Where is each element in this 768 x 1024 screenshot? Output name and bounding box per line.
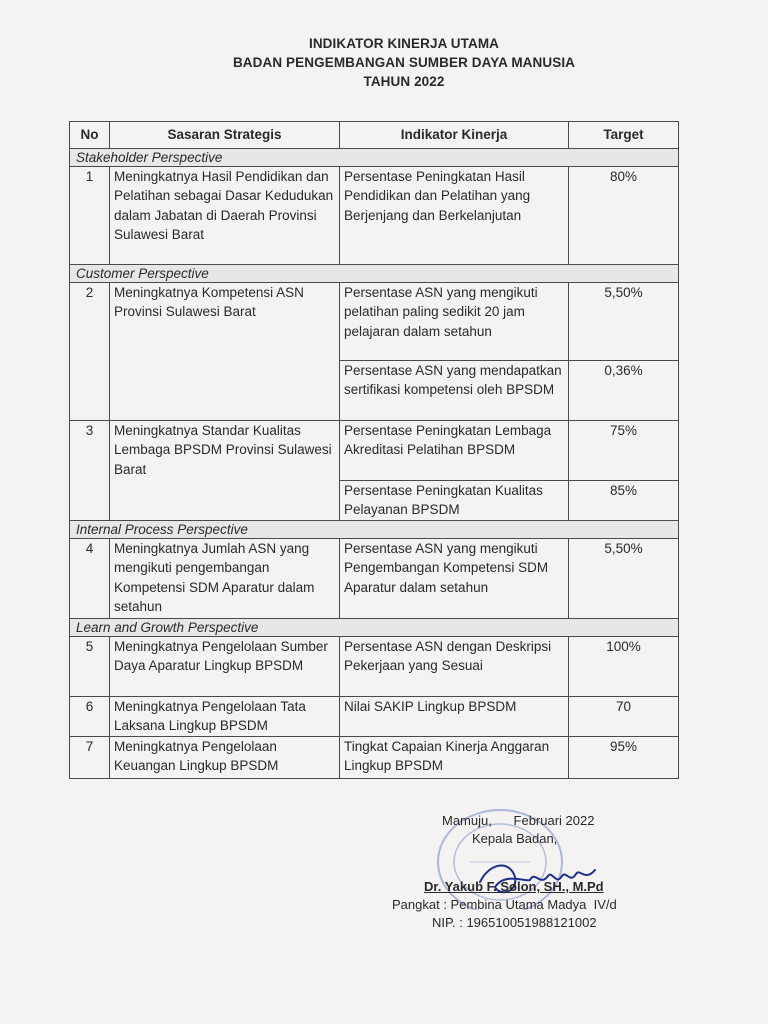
row-no: 5	[70, 636, 110, 696]
row-indikator: Tingkat Capaian Kinerja Anggaran Lingkup BPSDM	[340, 736, 569, 778]
perspective-label: Learn and Growth Perspective	[70, 618, 679, 636]
table-row	[70, 636, 679, 696]
row-indikator: Persentase Peningkatan Kualitas Pelayanan BPSDM	[340, 480, 569, 520]
row-sasaran: Meningkatnya Pengelolaan Keuangan Lingkup BPSDM	[110, 736, 340, 778]
row-target: 5,50%	[569, 538, 679, 618]
perspective-row	[70, 520, 679, 538]
signer-rank: Pangkat : Pembina Utama Madya IV/d	[392, 897, 617, 912]
row-no: 2	[70, 282, 110, 420]
table-row	[70, 736, 679, 778]
table-row	[70, 696, 679, 736]
row-indikator: Persentase Peningkatan Lembaga Akreditasi Pelatihan BPSDM	[340, 420, 569, 480]
table-row	[70, 420, 679, 480]
signer-name: Dr. Yakub F. Solon, SH., M.Pd	[424, 879, 604, 894]
col-header-no: No	[70, 122, 110, 149]
document-title	[0, 34, 768, 91]
row-indikator: Persentase ASN dengan Deskripsi Pekerjaan yang Sesuai	[340, 636, 569, 696]
row-target: 75%	[569, 420, 679, 480]
row-sasaran: Meningkatnya Kompetensi ASN Provinsi Sulawesi Barat	[110, 282, 340, 420]
row-target: 85%	[569, 480, 679, 520]
col-header-indikator: Indikator Kinerja	[340, 122, 569, 149]
place-date: Mamuju, Februari 2022	[442, 813, 595, 828]
signer-nip: NIP. : 196510051988121002	[432, 915, 597, 930]
perspective-label: Customer Perspective	[70, 264, 679, 282]
row-no: 3	[70, 420, 110, 520]
table-row	[70, 282, 679, 360]
row-target: 70	[569, 696, 679, 736]
row-indikator: Persentase ASN yang mengikuti Pengembangan Kompetensi SDM Aparatur dalam setahun	[340, 538, 569, 618]
row-no: 6	[70, 696, 110, 736]
perspective-label: Stakeholder Perspective	[70, 148, 679, 166]
title-line-3: TAHUN 2022	[363, 74, 445, 89]
row-sasaran: Meningkatnya Pengelolaan Tata Laksana Lingkup BPSDM	[110, 696, 340, 736]
table-header-row	[70, 122, 679, 149]
row-indikator: Persentase ASN yang mengikuti pelatihan paling sedikit 20 jam pelajaran dalam setahun	[340, 282, 569, 360]
signature-block	[380, 812, 680, 932]
performance-indicator-table	[69, 121, 679, 779]
title-line-1: INDIKATOR KINERJA UTAMA	[308, 36, 500, 51]
perspective-row	[70, 148, 679, 166]
perspective-row	[70, 618, 679, 636]
row-indikator: Persentase ASN yang mendapatkan sertifikasi kompetensi oleh BPSDM	[340, 360, 569, 420]
row-target: 80%	[569, 166, 679, 264]
row-sasaran: Meningkatnya Hasil Pendidikan dan Pelatihan sebagai Dasar Kedudukan dalam Jabatan di Daerah Provinsi Sulawesi Barat	[110, 166, 340, 264]
col-header-target: Target	[569, 122, 679, 149]
signer-position: Kepala Badan,	[472, 831, 558, 846]
row-sasaran: Meningkatnya Jumlah ASN yang mengikuti pengembangan Kompetensi SDM Aparatur dalam setahun	[110, 538, 340, 618]
row-target: 95%	[569, 736, 679, 778]
col-header-sasaran: Sasaran Strategis	[110, 122, 340, 149]
row-no: 7	[70, 736, 110, 778]
row-target: 5,50%	[569, 282, 679, 360]
row-indikator: Nilai SAKIP Lingkup BPSDM	[340, 696, 569, 736]
row-sasaran: Meningkatnya Standar Kualitas Lembaga BPSDM Provinsi Sulawesi Barat	[110, 420, 340, 520]
title-line-2: BADAN PENGEMBANGAN SUMBER DAYA MANUSIA	[232, 55, 576, 70]
row-sasaran: Meningkatnya Pengelolaan Sumber Daya Aparatur Lingkup BPSDM	[110, 636, 340, 696]
row-target: 0,36%	[569, 360, 679, 420]
row-target: 100%	[569, 636, 679, 696]
perspective-label: Internal Process Perspective	[70, 520, 679, 538]
row-indikator: Persentase Peningkatan Hasil Pendidikan dan Pelatihan yang Berjenjang dan Berkelanjutan	[340, 166, 569, 264]
table-row	[70, 166, 679, 264]
table-row	[70, 538, 679, 618]
row-no: 4	[70, 538, 110, 618]
row-no: 1	[70, 166, 110, 264]
perspective-row	[70, 264, 679, 282]
